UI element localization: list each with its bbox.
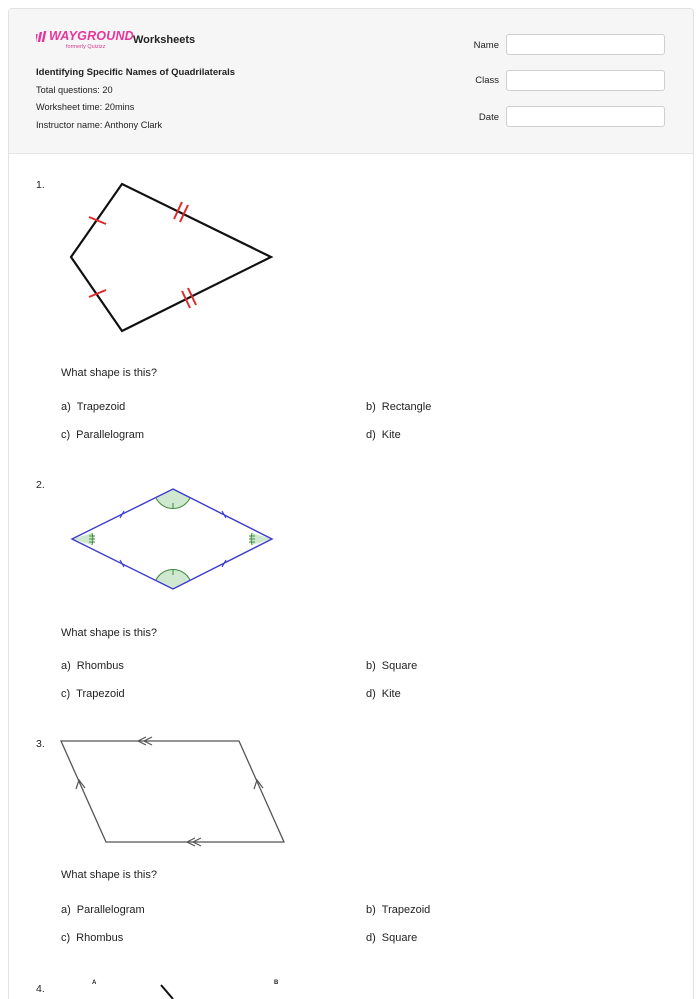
parallelogram-with-arrows-icon: [61, 737, 284, 846]
option-c[interactable]: c) Rhombus: [61, 932, 124, 944]
option-c[interactable]: c) Parallelogram: [61, 429, 145, 441]
total-questions: Total questions: 20: [36, 85, 113, 95]
option-b[interactable]: b) Square: [366, 660, 418, 672]
rhombus-with-angle-marks-icon: [72, 489, 272, 589]
worksheet-time: Worksheet time: 20mins: [36, 102, 135, 112]
question-number: 2.: [36, 479, 45, 491]
instructor-name: Instructor name: Anthony Clark: [36, 120, 163, 130]
option-c[interactable]: c) Trapezoid: [61, 688, 125, 700]
kite-outline: [71, 184, 271, 331]
point-label-b: B: [274, 980, 279, 986]
option-a[interactable]: a) Trapezoid: [61, 401, 126, 413]
worksheet-title: Identifying Specific Names of Quadrilaterals: [36, 67, 236, 78]
question-number: 3.: [36, 738, 45, 750]
option-d[interactable]: d) Square: [366, 932, 418, 944]
name-label: Name: [473, 40, 499, 51]
option-d[interactable]: d) Kite: [366, 429, 401, 441]
point-label-a: A: [92, 980, 97, 986]
option-b[interactable]: b) Trapezoid: [366, 904, 431, 916]
brand-wordmark: WAYGROUND: [49, 29, 134, 43]
option-d[interactable]: d) Kite: [366, 688, 401, 700]
class-label: Class: [475, 75, 499, 86]
question-prompt: What shape is this?: [61, 627, 157, 639]
question-prompt: What shape is this?: [61, 367, 157, 379]
question-four-figure-icon: [161, 985, 173, 999]
option-a[interactable]: a) Parallelogram: [61, 904, 145, 916]
option-a[interactable]: a) Rhombus: [61, 660, 124, 672]
date-label: Date: [478, 112, 499, 123]
parallelogram-outline: [61, 741, 284, 842]
question-prompt: What shape is this?: [61, 869, 157, 881]
kite-with-tick-marks-icon: [71, 184, 271, 331]
brand-title: Worksheets: [133, 34, 196, 46]
kite-figure: [9, 9, 693, 999]
question-number: 1.: [36, 179, 45, 191]
question-number: 4.: [36, 983, 45, 995]
worksheet-page: [8, 8, 694, 999]
brand-subtitle: formerly Quizizz: [66, 44, 106, 50]
option-b[interactable]: b) Rectangle: [366, 401, 432, 413]
